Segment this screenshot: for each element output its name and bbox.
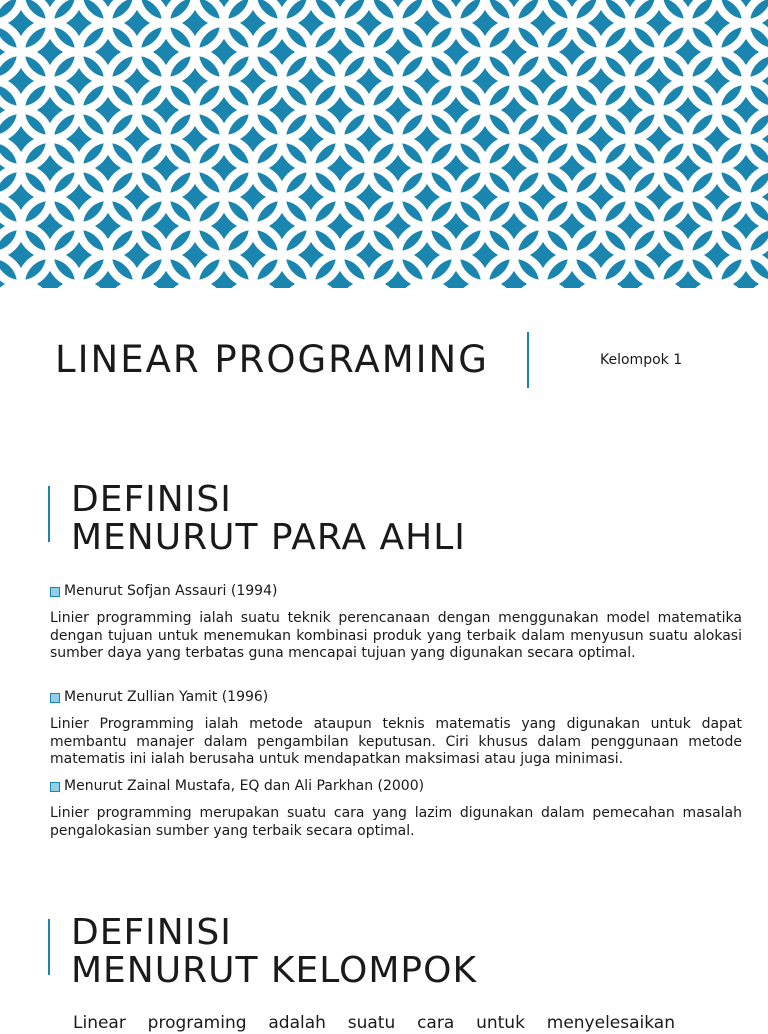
section-heading-group [71, 914, 477, 990]
expert-definition-1: Linier programming ialah suatu teknik perencanaan dengan menggunakan model matematika dengan tujuan untuk menemukan kombinasi produk yang terbaik dalam menyusun suatu alokasi sumber daya yang terbatas guna mencapai tujuan yang digunakan secara optimal. [50, 610, 742, 662]
bullet-square-icon [50, 782, 60, 792]
section-heading-line1: DEFINISI [71, 479, 232, 520]
expert-source-2 [50, 689, 268, 706]
expert-source-label: Menurut Zainal Mustafa, EQ dan Ali Parkhan (2000) [64, 778, 425, 794]
expert-source-label: Menurut Zullian Yamit (1996) [64, 689, 269, 705]
section-heading-line2: MENURUT PARA AHLI [71, 517, 466, 558]
presentation-subtitle: Kelompok 1 [600, 352, 683, 368]
expert-definition-2: Linier Programming ialah metode ataupun teknis matematis yang digunakan untuk dapat membantu manajer dalam pengambilan keputusan. Ciri khusus dalam penggunaan metode matematis ini ialah berusaha untuk mendapatkan maksimasi atau juga minimasi. [50, 716, 742, 768]
group-definition: Linear programing adalah suatu cara untuk menyelesaikan [73, 1013, 675, 1033]
bullet-square-icon [50, 587, 60, 597]
expert-definition-3: Linier programming merupakan suatu cara yang lazim digunakan dalam pemecahan masalah pengalokasian sumber yang terbaik secara optimal. [50, 805, 742, 839]
bullet-square-icon [50, 693, 60, 703]
circle-lattice-pattern [0, 0, 768, 288]
decorative-pattern-banner [0, 0, 768, 288]
title-divider [527, 332, 529, 388]
expert-source-3 [50, 778, 424, 795]
expert-source-label: Menurut Sofjan Assauri (1994) [64, 583, 278, 599]
section-accent-bar [48, 919, 50, 975]
expert-source-1 [50, 583, 277, 600]
section-heading-experts [71, 481, 466, 557]
section-accent-bar [48, 486, 50, 542]
presentation-title: LINEAR PROGRAMING [55, 338, 489, 381]
section-heading-line2: MENURUT KELOMPOK [71, 950, 478, 991]
section-heading-line1: DEFINISI [71, 912, 232, 953]
